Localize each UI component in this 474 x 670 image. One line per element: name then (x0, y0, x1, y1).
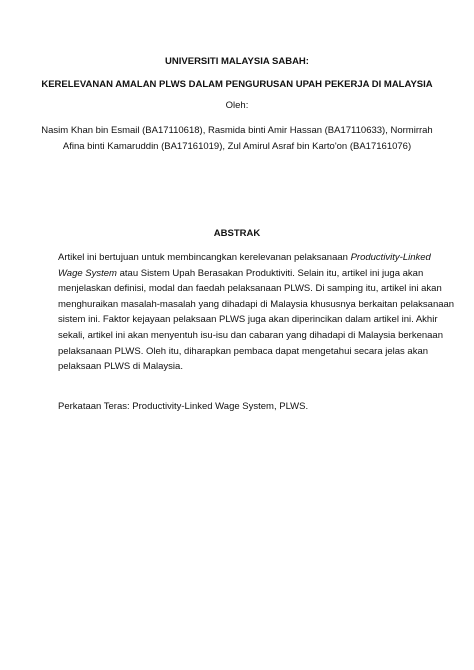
abstract-text: Artikel ini bertujuan untuk membincangkan kerelevanan pelaksanaan (58, 252, 351, 263)
abstract-text: atau Sistem Upah Berasakan Produktiviti. Selain itu, artikel ini juga akan (116, 267, 424, 279)
abstract-line: pelaksanaan PLWS. Oleh itu, diharapkan pembaca dapat mengetahui secara jelas akan (58, 345, 429, 357)
university-heading: UNIVERSITI MALAYSIA SABAH: (165, 56, 309, 67)
paper-title: KERELEVANAN AMALAN PLWS DALAM PENGURUSAN UPAH PEKERJA DI MALAYSIA (41, 79, 433, 90)
abstract-line (58, 266, 424, 282)
abstract-line: pelaksaan PLWS di Malaysia. (58, 361, 183, 373)
abstract-line: sekali, artikel ini akan menyentuh isu-isu dan cabaran yang dihadapi di Malaysia berkenaan (58, 329, 443, 341)
author-list (40, 123, 434, 155)
abstract-italic-text: Wage System (58, 267, 117, 279)
by-label: Oleh: (225, 100, 249, 111)
abstract-italic-text: Productivity-Linked (350, 252, 431, 263)
abstract-heading: ABSTRAK (213, 228, 261, 239)
abstract-line: menjelaskan definisi, modal dan faedah pelaksanaan PLWS. Di samping itu, artikel ini akan (58, 283, 442, 295)
abstract-body (58, 250, 455, 375)
abstract-line: menghuraikan masalah-masalah yang dihadapi di Malaysia khususnya berkaitan pelaksanaan (58, 298, 455, 310)
author-line-1: Nasim Khan bin Esmail (BA17110618), Rasmida binti Amir Hassan (BA17110633), Normirrah (41, 125, 433, 136)
author-line-2: Afina binti Kamaruddin (BA17161019), Zul Amirul Asraf bin Karto'on (BA17161076) (62, 141, 412, 152)
abstract-line (58, 250, 431, 266)
abstract-line: sistem ini. Faktor kejayaan pelaksaan PLWS juga akan diperincikan dalam artikel ini. Akhir (58, 314, 438, 326)
keywords: Perkataan Teras: Productivity-Linked Wage System, PLWS. (58, 401, 309, 412)
